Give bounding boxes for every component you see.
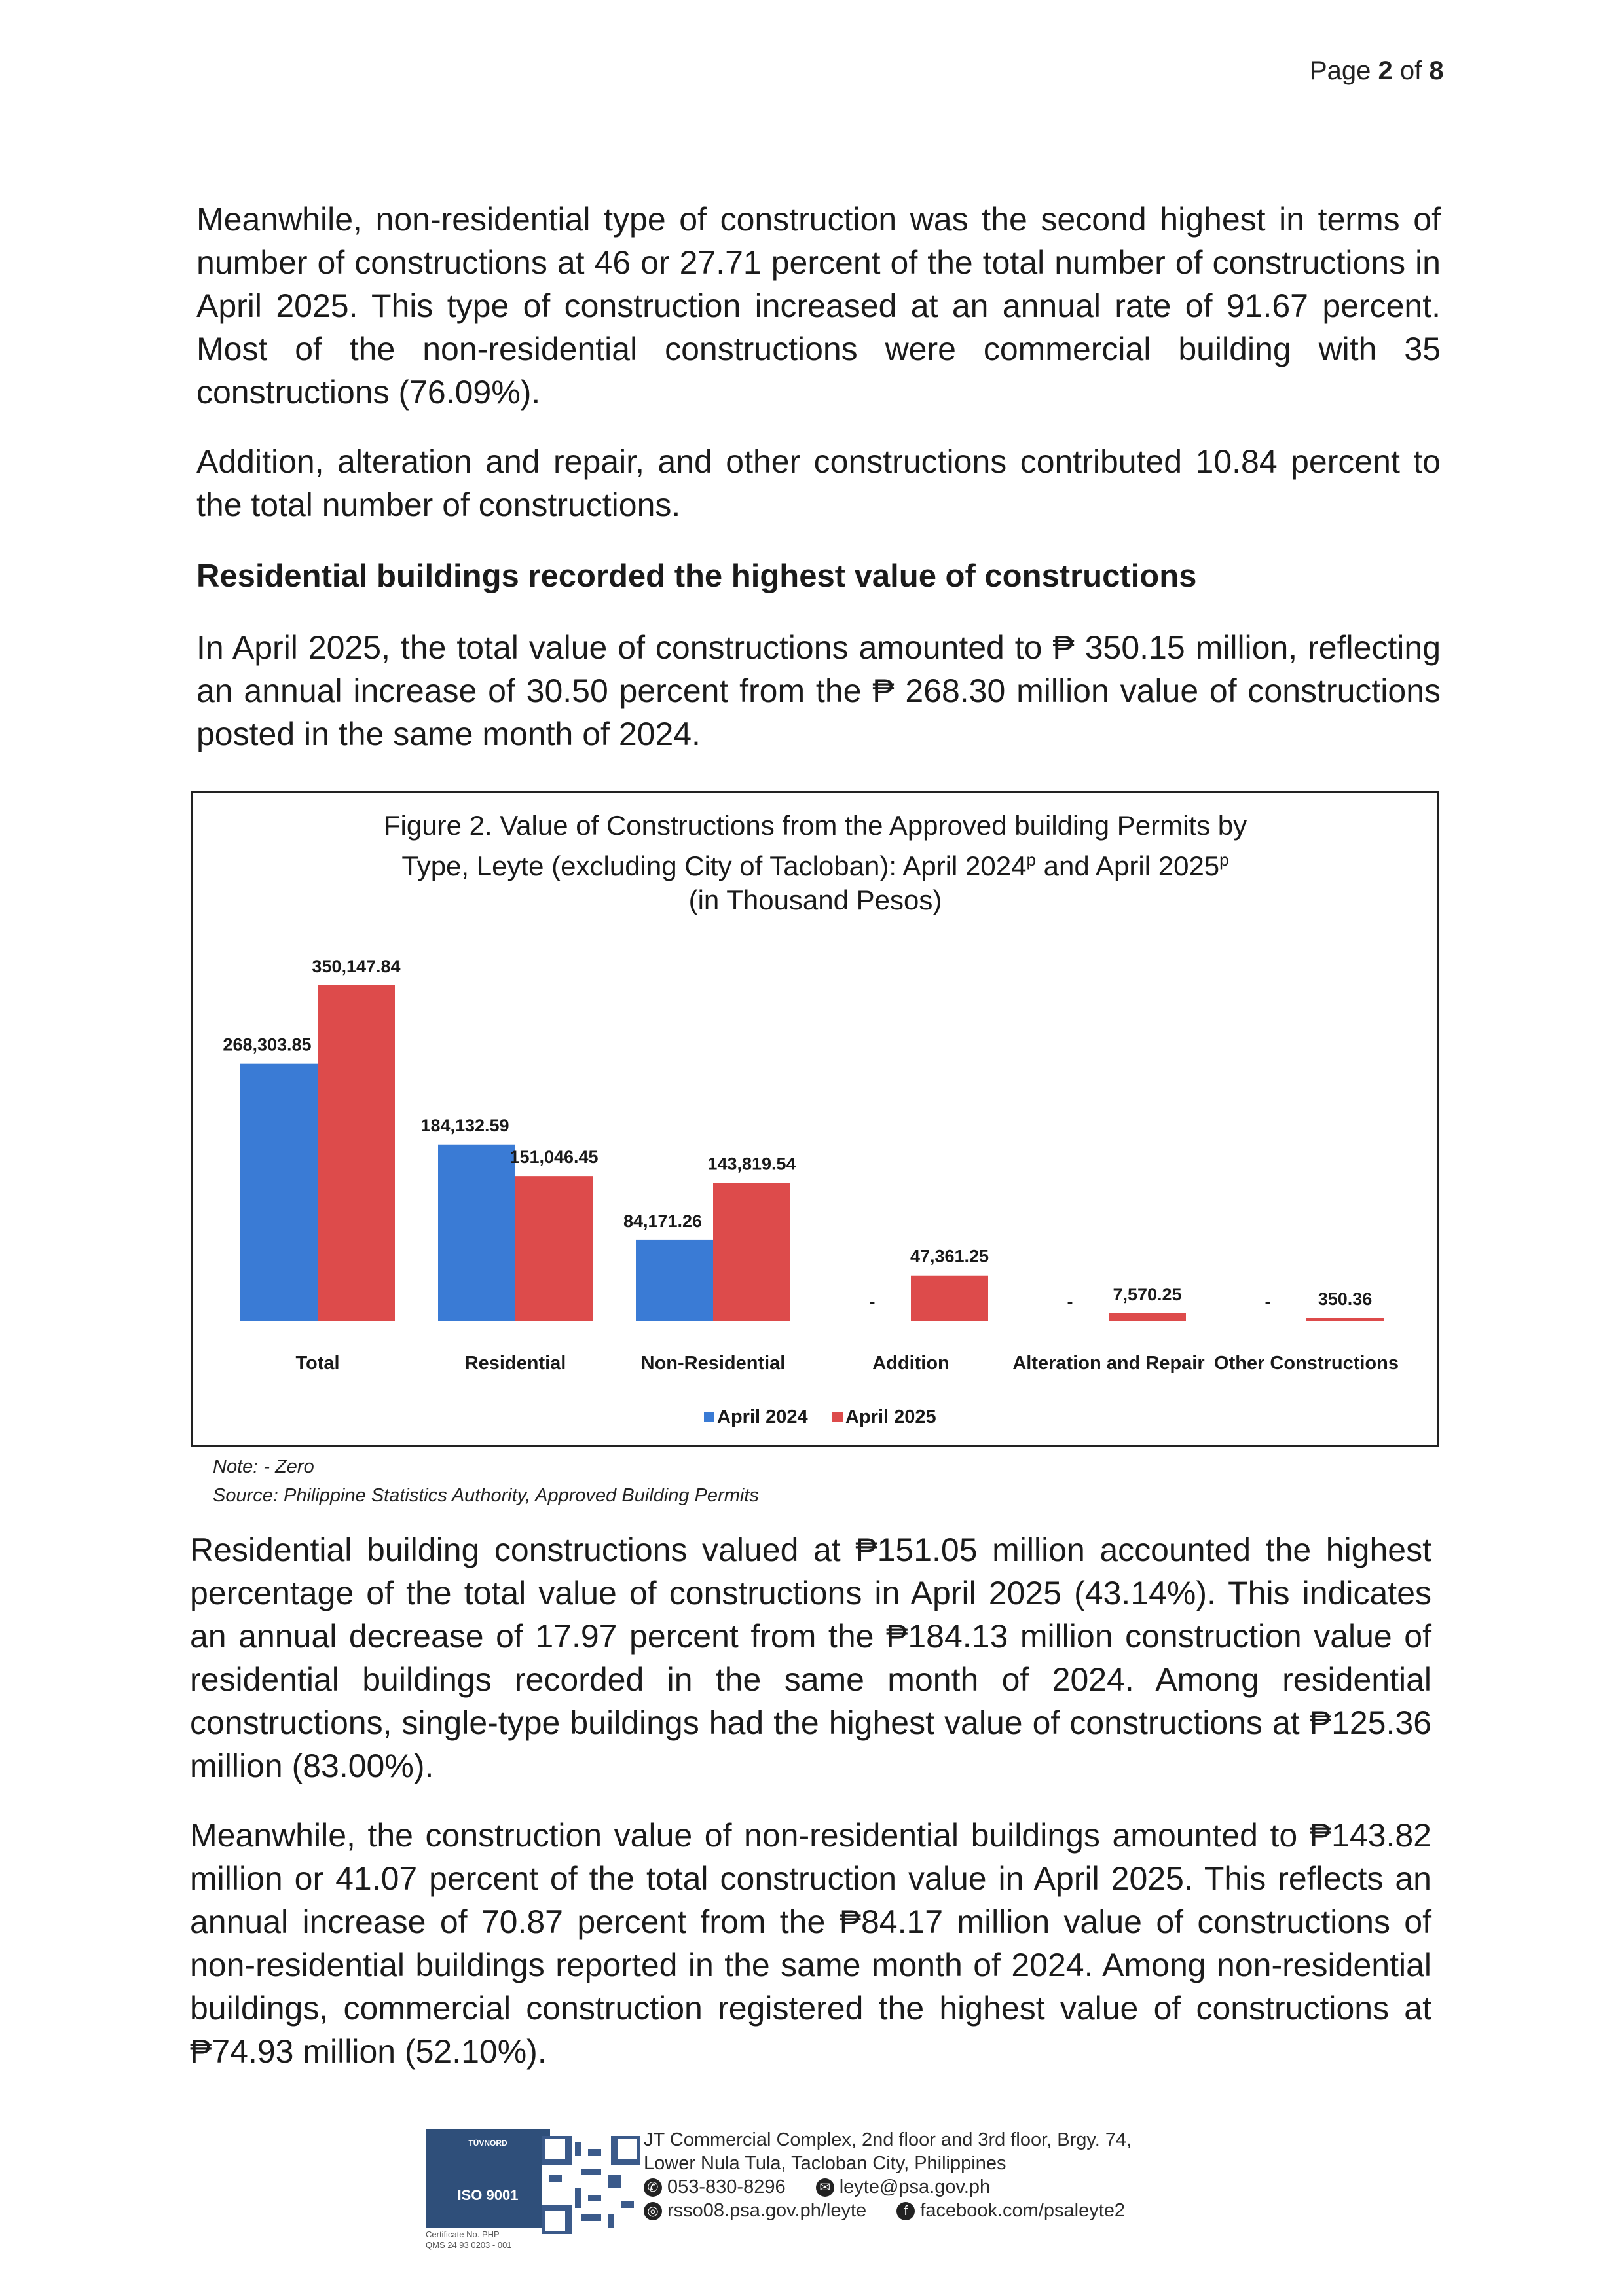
- bar-2024-residential: [438, 1145, 515, 1321]
- paragraph-addition: Addition, alteration and repair, and other constructions contributed 10.84 percent to the total number of constructions.: [196, 443, 1441, 523]
- category-label-addition: Addition: [872, 1353, 950, 1374]
- figure-note: Note: - Zero: [213, 1456, 314, 1477]
- category-label-residential: Residential: [464, 1353, 566, 1374]
- footer-phone-email: [644, 2175, 1132, 2199]
- figure-title-line3: (in Thousand Pesos): [688, 885, 942, 915]
- legend-label-2024: April 2024: [717, 1406, 808, 1427]
- data-label-2025-residential: 151,046.45: [509, 1147, 599, 1167]
- data-label-2024-total: 268,303.85: [223, 1035, 312, 1055]
- category-label-total: Total: [295, 1353, 340, 1374]
- category-label-other-constructions: Other Constructions: [1214, 1353, 1399, 1374]
- data-label-2024-addition: -: [869, 1292, 876, 1312]
- certificate-number: [426, 2230, 512, 2250]
- data-label-2025-alteration-and-repair: 7,570.25: [1113, 1284, 1182, 1304]
- data-label-2024-other-constructions: -: [1264, 1292, 1271, 1312]
- page-of: of: [1399, 56, 1422, 85]
- bar-2025-alteration-and-repair: [1109, 1313, 1186, 1321]
- bar-2025-total: [318, 985, 395, 1321]
- data-label-2024-non-residential: 84,171.26: [623, 1211, 703, 1231]
- page-prefix: Page: [1310, 56, 1371, 85]
- iso-top-text: TÜVNORD: [468, 2139, 507, 2148]
- figure-notes: [213, 1452, 759, 1510]
- footer-email[interactable]: leyte@psa.gov.ph: [839, 2176, 991, 2197]
- data-label-2025-total: 350,147.84: [312, 957, 401, 976]
- footer-phone: 053-830-8296: [667, 2176, 786, 2197]
- figure-title-sup-2: p: [1219, 850, 1229, 870]
- bar-2025-other-constructions: [1306, 1318, 1384, 1321]
- cert-line1: Certificate No. PHP: [426, 2230, 500, 2239]
- globe-icon: ◎: [644, 2202, 662, 2220]
- footer-website-link[interactable]: rsso08.psa.gov.ph/leyte: [667, 2200, 867, 2221]
- bar-2025-non-residential: [713, 1183, 790, 1321]
- facebook-icon: f: [896, 2202, 915, 2220]
- category-label-non-residential: Non-Residential: [640, 1353, 786, 1374]
- data-label-2025-other-constructions: 350.36: [1318, 1289, 1373, 1309]
- legend-swatch-2024: [704, 1412, 714, 1422]
- footer-address-line2: Lower Nula Tula, Tacloban City, Philippines: [644, 2153, 1006, 2174]
- section-heading: Residential buildings recorded the highest value of constructions: [196, 559, 1197, 594]
- legend-label-2025: April 2025: [845, 1406, 936, 1427]
- legend-swatch-2025: [832, 1412, 843, 1422]
- footer-web: [644, 2199, 1132, 2222]
- figure-title-line2-a: Type, Leyte (excluding City of Tacloban): April 2024: [401, 851, 1027, 881]
- email-icon: ✉: [816, 2178, 834, 2197]
- page-total: 8: [1429, 56, 1444, 85]
- footer-facebook-link[interactable]: facebook.com/psaleyte2: [920, 2200, 1126, 2221]
- paragraph-residential: Residential building constructions valued at ₱151.05 million accounted the highest percentage of the total value of constructions in April 2025 (43.14%). This indicates an annual decrease of 17.97 percent from the ₱184.13 million construction value of residential buildings recorded in the same month of 2024. Among residential constructions, single-type buildings had the highest value of constructions at ₱125.36 million (83.00%).: [190, 1532, 1431, 1784]
- figure-title-line2-b: and April 2025: [1035, 851, 1220, 881]
- footer-contact: [644, 2128, 1132, 2222]
- figure-title-sup-1: p: [1026, 850, 1036, 870]
- footer-address-line1: JT Commercial Complex, 2nd floor and 3rd floor, Brgy. 74,: [644, 2129, 1132, 2150]
- page-current: 2: [1378, 56, 1393, 85]
- paragraph-non-residential-value: Meanwhile, the construction value of non-residential buildings amounted to ₱143.82 million or 41.07 percent of the total construction value in April 2025. This reflects an annual increase of 70.87 percent from the ₱84.17 million value of constructions of non-residential buildings reported in the same month of 2024. Among non-residential buildings, commercial construction registered the highest value of constructions at ₱74.93 million (52.10%).: [190, 1817, 1431, 2070]
- bar-2024-non-residential: [636, 1240, 713, 1321]
- figure-box: [191, 791, 1439, 1447]
- bar-2025-residential: [515, 1176, 593, 1321]
- figure-source: Source: Philippine Statistics Authority, Approved Building Permits: [213, 1485, 759, 1506]
- cert-line2: QMS 24 93 0203 - 001: [426, 2240, 512, 2250]
- iso-certification-logo: [426, 2129, 550, 2228]
- figure-title-line1: Figure 2. Value of Constructions from the Approved building Permits by: [383, 810, 1247, 841]
- paragraph-total-value: In April 2025, the total value of constructions amounted to ₱ 350.15 million, reflecting an annual increase of 30.50 percent from the ₱ 268.30 million value of constructions posted in the same month of 2024.: [196, 629, 1441, 752]
- page-number: [1310, 56, 1444, 86]
- phone-icon: ✆: [644, 2178, 662, 2197]
- bar-2025-addition: [911, 1276, 988, 1321]
- bar-chart: [193, 793, 1437, 1445]
- category-label-alteration-and-repair: Alteration and Repair: [1012, 1353, 1205, 1374]
- bar-2024-total: [240, 1064, 318, 1321]
- data-label-2025-addition: 47,361.25: [910, 1246, 989, 1266]
- data-label-2025-non-residential: 143,819.54: [707, 1154, 796, 1174]
- qr-code-icon: [542, 2136, 640, 2234]
- iso-label: ISO 9001: [457, 2187, 519, 2203]
- data-label-2024-residential: 184,132.59: [420, 1115, 509, 1135]
- data-label-2024-alteration-and-repair: -: [1067, 1292, 1073, 1312]
- paragraph-non-residential: Meanwhile, non-residential type of construction was the second highest in terms of number of constructions at 46 or 27.71 percent of the total number of constructions in April 2025. This type of construction increased at an annual rate of 91.67 percent. Most of the non-residential constructions were commercial building with 35 constructions (76.09%).: [196, 201, 1441, 411]
